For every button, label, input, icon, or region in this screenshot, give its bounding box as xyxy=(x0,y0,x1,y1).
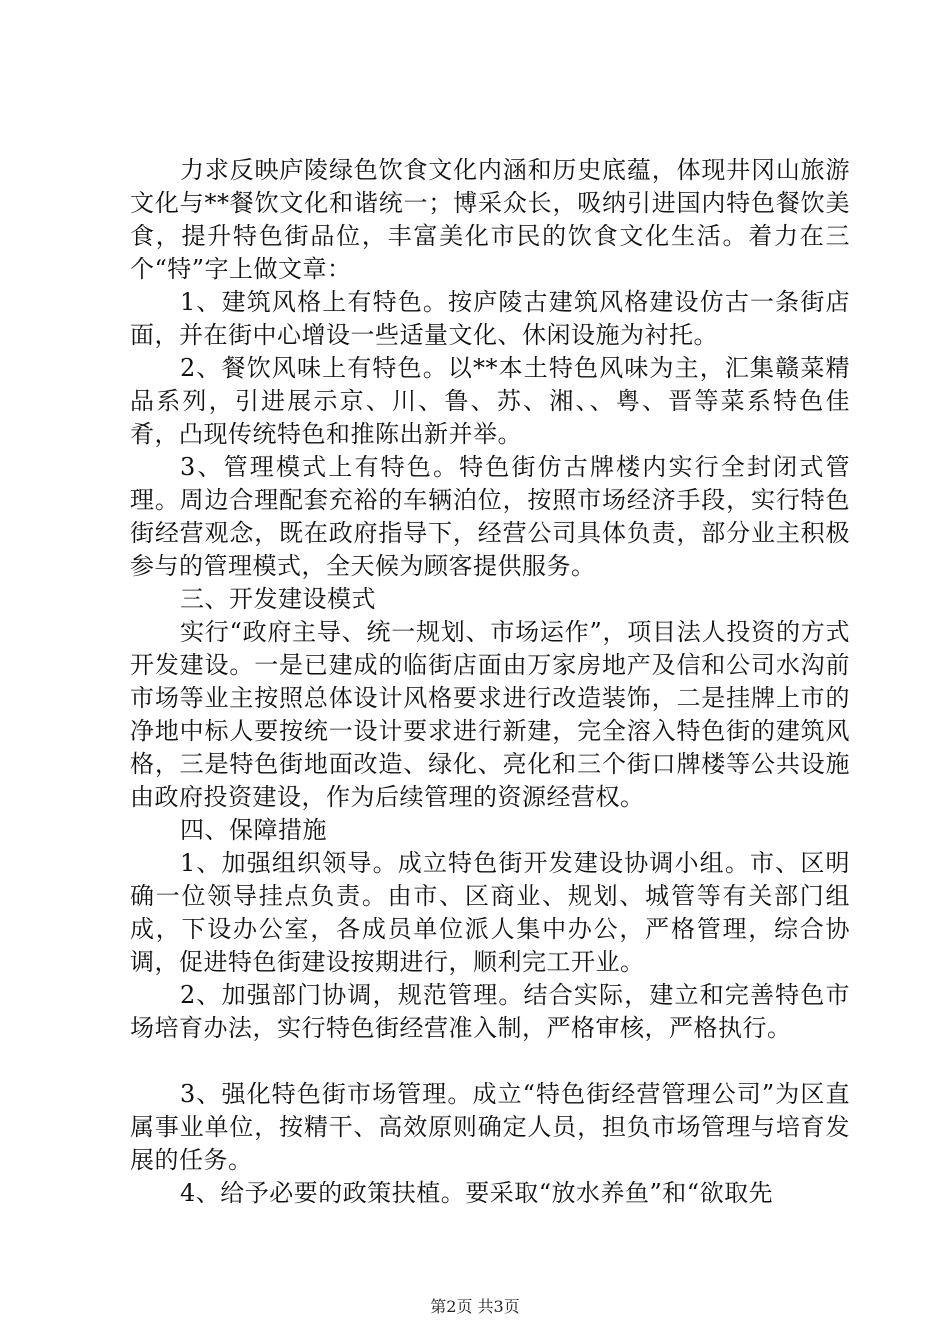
paragraph-management: 3、管理模式上有特色。特色街仿古牌楼内实行全封闭式管理。周边合理配套充裕的车辆泊位，按照市场经济手段，实行特色街经营观念，既在政府指导下，经营公司具体负责，部分业主积极参与的管理模式，全天候为顾客提供服务。 xyxy=(130,453,850,580)
paragraph-leadership: 1、加强组织领导。成立特色街开发建设协调小组。市、区明确一位领导挂点负责。由市、区商业、规划、城管等有关部门组成，下设办公室，各成员单位派人集中办公，严格管理，综合协调，促进特色街建设按期进行，顺利完工开业。 xyxy=(130,849,850,976)
paragraph-intro: 力求反映庐陵绿色饮食文化内涵和历史底蕴，体现井冈山旅游文化与**餐饮文化和谐统一；博采众长，吸纳引进国内特色餐饮美食，提升特色街品位，丰富美化市民的饮食文化生活。着力在三个“特”字上做文章： xyxy=(130,156,850,283)
paragraph-coordination: 2、加强部门协调，规范管理。结合实际，建立和完善特色市场培育办法，实行特色街经营准入制，严格审核，严格执行。 xyxy=(130,981,850,1042)
paragraph-architecture: 1、建筑风格上有特色。按庐陵古建筑风格建设仿古一条街店面，并在街中心增设一些适量文化、休闲设施为衬托。 xyxy=(130,288,850,349)
paragraph-policy-support: 4、给予必要的政策扶植。要采取“放水养鱼”和“欲取先 xyxy=(180,1179,774,1207)
paragraph-cuisine: 2、餐饮风味上有特色。以**本土特色风味为主，汇集赣菜精品系列，引进展示京、川、鲁、苏、湘、、粤、晋等菜系特色佳肴，凸现传统特色和推陈出新并举。 xyxy=(130,354,850,448)
document-body xyxy=(130,154,850,1210)
paragraph-market-management: 3、强化特色街市场管理。成立“特色街经营管理公司”为区直属事业单位，按精干、高效原则确定人员，担负市场管理与培育发展的任务。 xyxy=(130,1080,850,1174)
section-heading-safeguards: 四、保障措施 xyxy=(180,816,327,844)
section-heading-development-model: 三、开发建设模式 xyxy=(180,585,376,613)
paragraph-development-model: 实行“政府主导、统一规划、市场运作”，项目法人投资的方式开发建设。一是已建成的临街店面由万家房地产及信和公司水沟前市场等业主按照总体设计风格要求进行改造装饰，二是挂牌上市的净地中标人要按统一设计要求进行新建，完全溶入特色街的建筑风格，三是特色街地面改造、绿化、亮化和三个街口牌楼等公共设施由政府投资建设，作为后续管理的资源经营权。 xyxy=(130,618,850,811)
page-footer: 第2页 共3页 xyxy=(430,1297,520,1316)
